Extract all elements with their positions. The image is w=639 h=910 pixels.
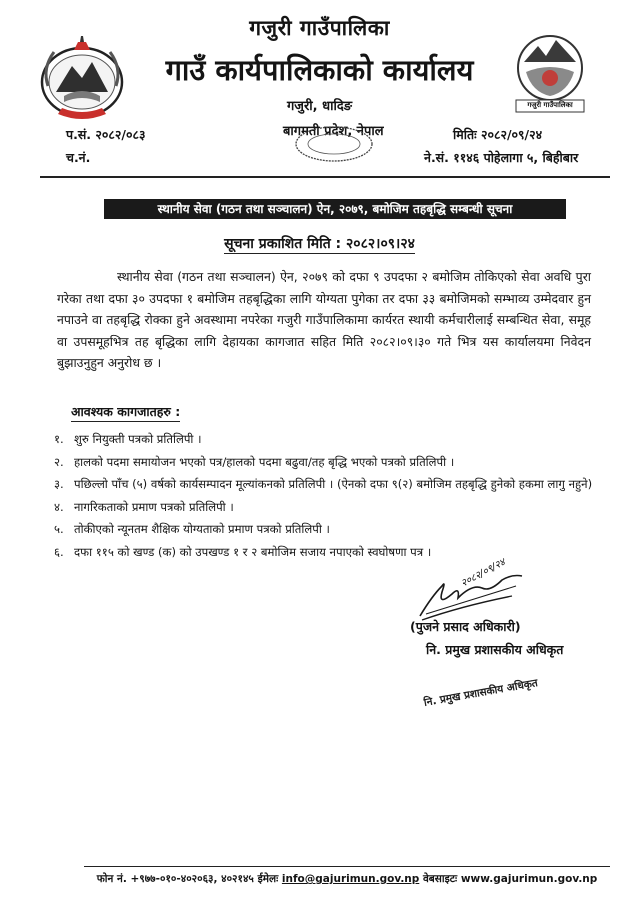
header-divider — [40, 176, 610, 178]
nepal-emblem-icon — [34, 28, 130, 124]
municipality-name: गजुरी गाउँपालिका — [249, 16, 390, 40]
published-date — [0, 234, 639, 253]
published-date-text: सूचना प्रकाशित मिति : २०८२।०९।२४ — [224, 236, 415, 252]
list-item-text: पछिल्लो पाँच (५) वर्षको कार्यसम्पादन मूल्यांकनको प्रतिलिपी । (ऐनको दफा ९(२) बमोजिम तहबृद्धि हुनेको हकमा लागु नहुने) — [74, 477, 593, 492]
required-documents-heading: आवश्यक कागजातहरु : — [71, 403, 180, 422]
letter-number: प.सं. २०८२/०८३ — [66, 127, 146, 142]
list-item-number: ४. — [54, 499, 64, 514]
list-item-number: ३. — [54, 477, 64, 492]
office-address-province: बागमती प्रदेश, नेपाल — [283, 124, 384, 139]
signatory-title: नि. प्रमुख प्रशासकीय अधिकृत — [426, 642, 564, 657]
footer-phone: फोन नं. +९७७-०१०-४०२०६३, ४०२१४५ — [96, 873, 254, 885]
signatory-name: (पुजने प्रसाद अधिकारी) — [410, 619, 521, 634]
list-item-number: ५. — [54, 522, 64, 537]
footer-divider — [84, 866, 610, 867]
office-address-district: गजुरी, धादिङ — [286, 99, 353, 114]
letter-date: मितिः २०८२/०९/२४ — [453, 127, 543, 142]
notice-body: स्थानीय सेवा (गठन तथा सञ्चालन) ऐन, २०७९ को दफा ९ उपदफा २ बमोजिम तोकिएको सेवा अवधि पुरा गरेका तथा दफा ३० उपदफा १ बमोजिम तहबृद्धिका लागि योग्यता पुगेका तर दफा ३३ बमोजिमको सम्भाव्य उम्मेदवार हुन नपाउने वा तहबृद्धि रोक्का हुने अवस्थामा नपरेका गजुरी गाउँपालिकामा कार्यरत स्थायी कर्मचारीलाई सम्बन्धित सेवा, समूह वा उपसमूहभित्र तह बृद्धिका लागि देहायका कागजात सहित मिति २०८२।०९।३० गते भित्र यस कार्यालयमा निवेदन बुझाउनुहुन अनुरोध छ । — [57, 269, 591, 371]
list-item-text: दफा ११५ को खण्ड (क) को उपखण्ड १ र २ बमोजिम सजाय नपाएको स्वघोषणा पत्र । — [74, 544, 432, 559]
list-item-number: १. — [54, 432, 64, 446]
logo-caption: गजुरी गाउँपालिका — [527, 101, 573, 109]
footer-contact — [84, 872, 610, 886]
list-item-text: तोकीएको न्यूनतम शैक्षिक योग्यताको प्रमाण पत्रको प्रतिलिपी । — [74, 522, 330, 537]
dispatch-number: च.नं. — [66, 150, 91, 165]
list-item — [54, 430, 614, 450]
list-item-text: शुरु नियुक्ती पत्रको प्रतिलिपी । — [74, 432, 202, 446]
footer-website-link[interactable]: www.gajurimun.gov.np — [460, 873, 598, 885]
notice-title-banner: स्थानीय सेवा (गठन तथा सञ्चालन) ऐन, २०७९, बमोजिम तहबृद्धि सम्बन्धी सूचना — [104, 199, 566, 219]
footer-website-label: वेबसाइटः — [422, 873, 458, 885]
list-item-text: हालको पदमा समायोजन भएको पत्र/हालको पदमा बढुवा/तह बृद्धि भएको पत्रको प्रतिलिपी । — [74, 454, 455, 469]
list-item — [54, 498, 614, 518]
list-item — [54, 475, 614, 495]
list-item — [54, 520, 614, 540]
footer-email-link[interactable]: info@gajurimun.gov.np — [281, 873, 420, 885]
signature-date: २०८२/०९/२४ — [459, 556, 508, 590]
list-item-number: २. — [54, 454, 64, 469]
list-item — [54, 453, 614, 473]
list-item-number: ६. — [54, 544, 64, 559]
nepal-samvat-date: ने.सं. ११४६ पोहेलागा ५, बिहीबार — [424, 150, 579, 165]
office-stamp-icon — [292, 124, 376, 164]
footer-email-label: ईमेलः — [257, 873, 279, 885]
required-documents-list — [54, 430, 614, 566]
designation-seal: नि. प्रमुख प्रशासकीय अधिकृत — [422, 677, 539, 709]
office-name: गाउँ कार्यपालिकाको कार्यालय — [165, 53, 474, 87]
list-item — [54, 543, 614, 563]
list-item-text: नागरिकताको प्रमाण पत्रको प्रतिलिपी । — [74, 499, 234, 514]
